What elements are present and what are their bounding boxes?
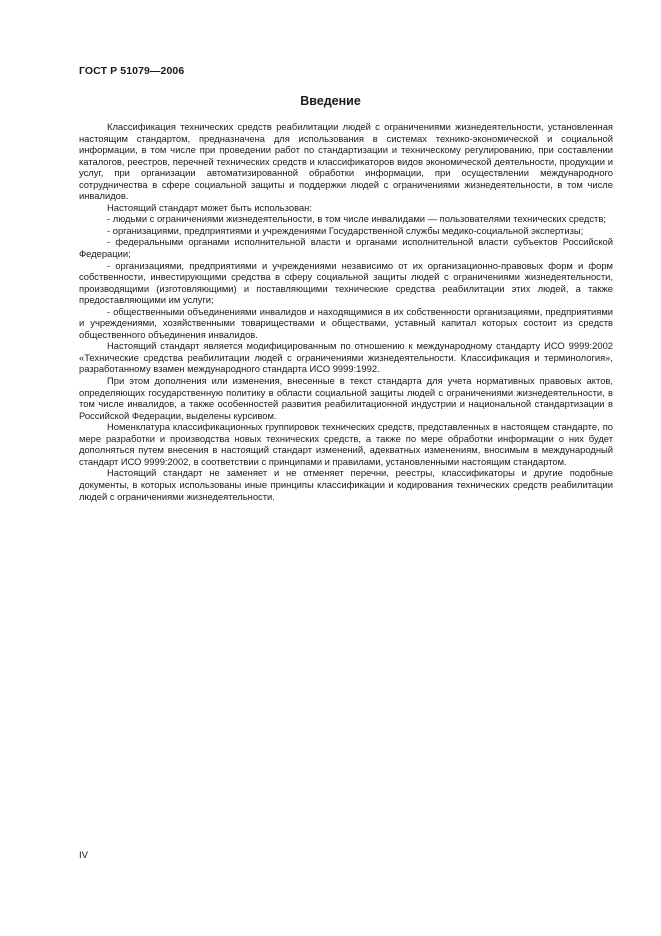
page-number: IV <box>79 850 88 861</box>
list-item-authorities: - федеральными органами исполнительной власти и органами исполнительной власти субъектов Российской Федерации; <box>79 236 613 260</box>
paragraph-nomenclature: Номенклатура классификационных группировок технических средств, представленных в настоящем стандарте, по мере разработки и производства новых технических средств, а также по мере обработки информации о них будет дополняться путем внесения в настоящий стандарт изменений, адекватных изменениям, вносимым в международный стандарт ИСО 9999:2002, в соответствии с принципами и правилами, установленными настоящим стандартом. <box>79 421 613 467</box>
paragraph-purpose: Классификация технических средств реабилитации людей с ограничениями жизнедеятельности, установленная настоящим стандартом, предназначена для использования в системах технико-экономической и социальной информации, в том числе при проведении работ по стандартизации и техническому регулированию, при составлении каталогов, реестров, перечней технических средств и классификаторов видов экономической деятельности, продукции и услуг, при организации автоматизированной обработки информации, при осуществлении международного сотрудничества в сфере социальной защиты и поддержки людей с ограничениями жизнедеятельности, в том числе инвалидов. <box>79 121 613 202</box>
list-item-users: - людьми с ограничениями жизнедеятельности, в том числе инвалидами — пользователями технических средств; <box>107 213 606 225</box>
paragraph-iso-relation: Настоящий стандарт является модифицированным по отношению к международному стандарту ИСО 9999:2002 «Технические средства реабилитации людей с ограничениями жизнедеятельности. Классификация и терминология», разработанному взамен международного стандарта ИСО 9999:1992. <box>79 340 613 375</box>
section-title: Введение <box>300 94 361 108</box>
standard-header: ГОСТ Р 51079—2006 <box>79 65 185 77</box>
list-item-organizations: - организациями, предприятиями и учреждениями независимо от их организационно-правовых форм и форм собственности, инвестирующими средства в сферу социальной защиты людей с ограничениями жизнедеятельности, производящими (изготовляющими) и поставляющими технические средства реабилитации этих людей, а также предоставляющими им услуги; <box>79 259 613 306</box>
body-text <box>79 121 613 502</box>
paragraph-usage-intro: Настоящий стандарт может быть использован: <box>107 201 312 213</box>
list-item-expertise: - организациями, предприятиями и учреждениями Государственной службы медико-социальной экспертизы; <box>107 224 584 236</box>
paragraph-amendments: При этом дополнения или изменения, внесенные в текст стандарта для учета нормативных правовых актов, определяющих государственную политику в области социальной защиты людей с ограничениями жизнедеятельности, в том числе инвалидов, а также особенностей развития реабилитационной индустрии и национальной стандартизации в Российской Федерации, выделены курсивом. <box>79 375 613 421</box>
list-item-associations: - общественными объединениями инвалидов и находящимися в их собственности организациями, предприятиями и учреждениями, хозяйственными товариществами и обществами, уставный капитал которых состоит из средств общественного объединения инвалидов. <box>79 305 613 340</box>
paragraph-scope-note: Настоящий стандарт не заменяет и не отменяет перечни, реестры, классификаторы и другие подобные документы, в которых использованы иные принципы классификации и кодирования технических средств реабилитации людей с ограничениями жизнедеятельности. <box>79 467 613 502</box>
